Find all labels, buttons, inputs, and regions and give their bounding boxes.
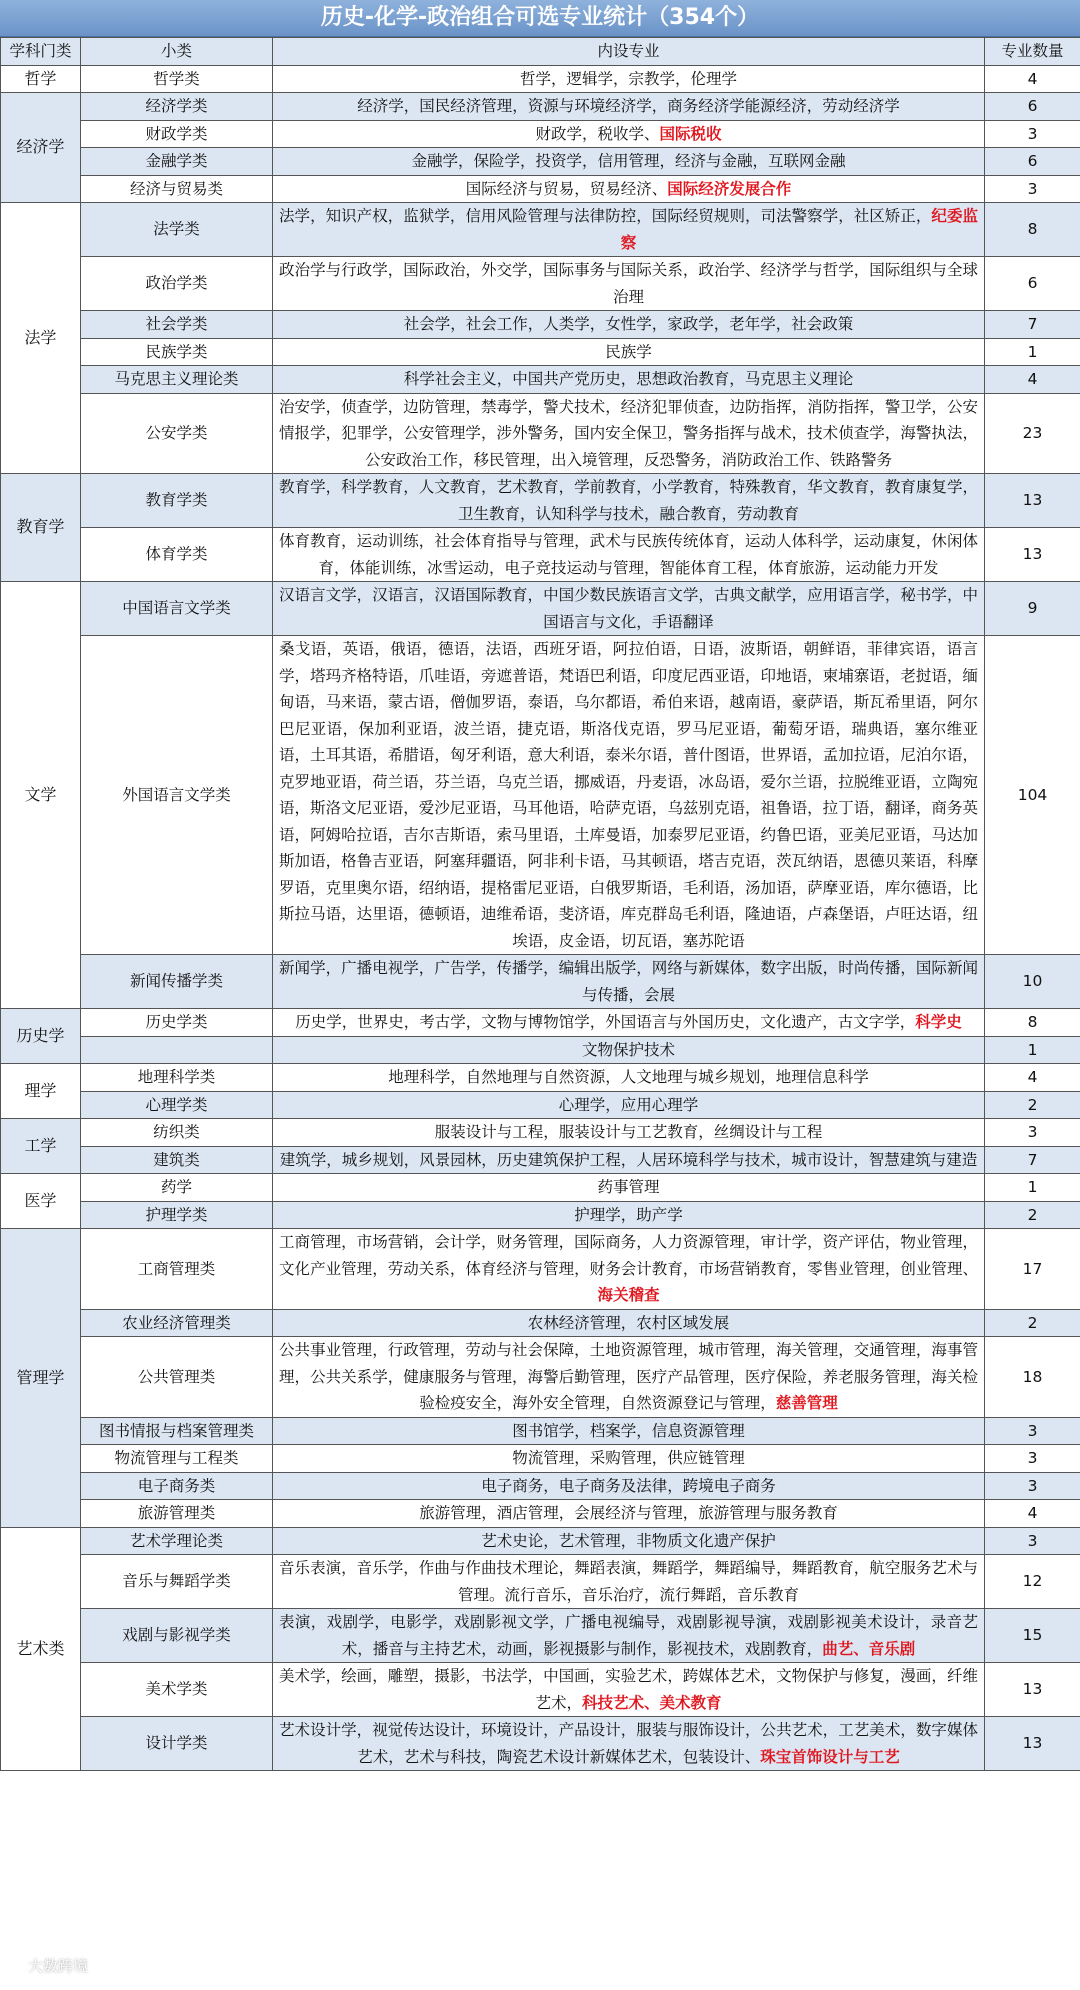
major-text: 图书馆学，档案学，信息资源管理 <box>512 1421 745 1440</box>
majors-cell <box>273 366 985 394</box>
subcategory-cell: 体育学类 <box>81 528 273 582</box>
table-row <box>1 1472 1080 1500</box>
category-cell: 文学 <box>1 582 81 1009</box>
major-text: 公共事业管理，行政管理，劳动与社会保障，土地资源管理，城市管理，海关管理，交通管理，海事管理，公共关系学，健康服务与管理，海警后勤管理，医疗产品管理，医疗保险，养老服务管理，海关检验检疫安全，海外安全管理，自然资源登记与管理， <box>279 1341 978 1412</box>
major-text: 社会学，社会工作，人类学，女性学，家政学，老年学，社会政策 <box>403 315 854 333</box>
major-text: 政治学与行政学，国际政治，外交学，国际事务与国际关系，政治学、经济学与哲学，国际组织与全球治理 <box>279 261 978 306</box>
table-row <box>1 636 1080 955</box>
table-row <box>1 582 1080 636</box>
category-cell: 管理学 <box>1 1229 81 1528</box>
table-row <box>1 1417 1080 1445</box>
majors-cell <box>273 1527 985 1555</box>
major-text: 心理学，应用心理学 <box>558 1095 699 1114</box>
highlighted-major: 科学史 <box>915 1013 962 1031</box>
majors-cell <box>273 1309 985 1337</box>
subcategory-cell: 设计学类 <box>81 1717 273 1771</box>
subcategory-cell: 物流管理与工程类 <box>81 1445 273 1473</box>
major-text: 体育教育，运动训练，社会体育指导与管理，武术与民族传统体育，运动人体科学，运动康复，休闲体育，体能训练，冰雪运动，电子竞技运动与管理，智能体育工程，体育旅游，运动能力开发 <box>279 532 978 577</box>
count-cell: 3 <box>985 175 1080 203</box>
subcategory-cell: 中国语言文学类 <box>81 582 273 636</box>
majors-cell <box>273 1229 985 1310</box>
major-text: 护理学，助产学 <box>574 1205 683 1224</box>
majors-cell <box>273 474 985 528</box>
subcategory-cell: 财政学类 <box>81 120 273 148</box>
major-text: 经济学，国民经济管理，资源与环境经济学，商务经济学能源经济，劳动经济学 <box>357 97 900 115</box>
subcategory-cell: 护理学类 <box>81 1201 273 1229</box>
majors-cell <box>273 203 985 257</box>
table-row <box>1 1527 1080 1555</box>
highlighted-major: 国际经济发展合作 <box>667 179 792 198</box>
majors-cell <box>273 528 985 582</box>
majors-cell <box>273 65 985 93</box>
subcategory-cell: 历史学类 <box>81 1009 273 1037</box>
subcategory-cell: 纺织类 <box>81 1119 273 1147</box>
table-header-row <box>1 38 1080 66</box>
subcategory-cell: 公共管理类 <box>81 1337 273 1418</box>
header-category: 学科门类 <box>1 38 81 66</box>
majors-cell <box>273 582 985 636</box>
count-cell: 3 <box>985 1119 1080 1147</box>
major-text: 国际经济与贸易，贸易经济、 <box>465 179 668 198</box>
subcategory-cell: 艺术学理论类 <box>81 1527 273 1555</box>
table-row <box>1 1500 1080 1528</box>
count-cell: 4 <box>985 1500 1080 1528</box>
majors-cell <box>273 311 985 339</box>
highlighted-major: 珠宝首饰设计与工艺 <box>760 1747 900 1766</box>
highlighted-major: 纪委监察 <box>620 207 978 252</box>
count-cell: 3 <box>985 1472 1080 1500</box>
table-row <box>1 528 1080 582</box>
table-row <box>1 1201 1080 1229</box>
major-text: 法学，知识产权，监狱学，信用风险管理与法律防控，国际经贸规则，司法警察学，社区矫正， <box>279 207 932 225</box>
table-body <box>1 65 1080 1771</box>
subcategory-cell: 社会学类 <box>81 311 273 339</box>
table-row <box>1 1717 1080 1771</box>
category-cell: 经济学 <box>1 93 81 203</box>
major-text: 民族学 <box>605 342 652 361</box>
table-row <box>1 65 1080 93</box>
count-cell: 7 <box>985 311 1080 339</box>
table-row <box>1 1555 1080 1609</box>
table-row <box>1 955 1080 1009</box>
majors-cell <box>273 1717 985 1771</box>
major-text: 美术学，绘画，雕塑，摄影，书法学，中国画，实验艺术，跨媒体艺术，文物保护与修复，漫画，纤维艺术， <box>279 1667 978 1712</box>
majors-cell <box>273 257 985 311</box>
major-text: 艺术设计学，视觉传达设计，环境设计，产品设计，服装与服饰设计，公共艺术，工艺美术，数字媒体艺术，艺术与科技，陶瓷艺术设计新媒体艺术，包装设计、 <box>279 1721 978 1766</box>
majors-cell <box>273 1445 985 1473</box>
majors-cell <box>273 393 985 474</box>
major-text: 科学社会主义，中国共产党历史，思想政治教育，马克思主义理论 <box>403 370 854 388</box>
major-text: 表演，戏剧学，电影学，戏剧影视文学，广播电视编导，戏剧影视导演，戏剧影视美术设计，录音艺术，播音与主持艺术，动画，影视摄影与制作，影视技术，戏剧教育， <box>279 1613 978 1658</box>
major-text: 财政学，税收学、 <box>535 124 660 143</box>
major-text: 服装设计与工程，服装设计与工艺教育，丝绸设计与工程 <box>434 1123 823 1141</box>
subcategory-cell: 建筑类 <box>81 1146 273 1174</box>
majors-cell <box>273 93 985 121</box>
highlighted-major: 曲艺、音乐剧 <box>822 1639 916 1658</box>
page-title: 历史-化学-政治组合可选专业统计（354个） <box>0 0 1080 37</box>
category-cell: 哲学 <box>1 65 81 93</box>
majors-cell <box>273 1472 985 1500</box>
table-row <box>1 1146 1080 1174</box>
table-row <box>1 1174 1080 1202</box>
table-row <box>1 1337 1080 1418</box>
count-cell: 1 <box>985 1174 1080 1202</box>
category-cell: 医学 <box>1 1174 81 1229</box>
count-cell: 2 <box>985 1309 1080 1337</box>
table-row <box>1 1009 1080 1037</box>
majors-cell <box>273 1091 985 1119</box>
count-cell: 3 <box>985 120 1080 148</box>
count-cell: 4 <box>985 366 1080 394</box>
subcategory-cell: 法学类 <box>81 203 273 257</box>
table-row <box>1 311 1080 339</box>
count-cell: 8 <box>985 203 1080 257</box>
major-text: 音乐表演，音乐学，作曲与作曲技术理论，舞蹈表演，舞蹈学，舞蹈编导，舞蹈教育，航空服务艺术与管理。流行音乐，音乐治疗，流行舞蹈，音乐教育 <box>279 1559 978 1604</box>
subcategory-cell: 美术学类 <box>81 1663 273 1717</box>
majors-cell <box>273 1663 985 1717</box>
table-row <box>1 120 1080 148</box>
count-cell: 23 <box>985 393 1080 474</box>
count-cell: 18 <box>985 1337 1080 1418</box>
count-cell: 12 <box>985 1555 1080 1609</box>
major-text: 艺术史论，艺术管理，非物质文化遗产保护 <box>481 1531 776 1550</box>
count-cell: 10 <box>985 955 1080 1009</box>
subcategory-cell: 药学 <box>81 1174 273 1202</box>
table-row <box>1 257 1080 311</box>
major-text: 药事管理 <box>597 1178 660 1196</box>
table-row <box>1 1309 1080 1337</box>
majors-cell <box>273 1609 985 1663</box>
subcategory-cell: 政治学类 <box>81 257 273 311</box>
subcategory-cell: 心理学类 <box>81 1091 273 1119</box>
count-cell: 7 <box>985 1146 1080 1174</box>
header-subcategory: 小类 <box>81 38 273 66</box>
table-row <box>1 1064 1080 1092</box>
majors-cell <box>273 1417 985 1445</box>
count-cell: 6 <box>985 257 1080 311</box>
subcategory-cell: 音乐与舞蹈学类 <box>81 1555 273 1609</box>
count-cell: 13 <box>985 528 1080 582</box>
category-cell: 艺术类 <box>1 1527 81 1771</box>
count-cell: 6 <box>985 148 1080 176</box>
major-text: 历史学，世界史，考古学，文物与博物馆学，外国语言与外国历史，文化遗产，古文字学， <box>295 1013 916 1031</box>
highlighted-major: 海关稽查 <box>597 1286 660 1304</box>
category-cell: 理学 <box>1 1064 81 1119</box>
count-cell: 3 <box>985 1445 1080 1473</box>
subcategory-cell: 旅游管理类 <box>81 1500 273 1528</box>
watermark-logo: 大数跨境 <box>28 1957 89 1975</box>
majors-cell <box>273 1337 985 1418</box>
highlighted-major: 国际税收 <box>659 124 722 143</box>
major-text: 新闻学，广播电视学，广告学，传播学，编辑出版学，网络与新媒体，数字出版，时尚传播，国际新闻与传播，会展 <box>279 959 978 1004</box>
subcategory-cell: 民族学类 <box>81 338 273 366</box>
count-cell: 15 <box>985 1609 1080 1663</box>
subcategory-cell <box>81 1036 273 1064</box>
count-cell: 3 <box>985 1527 1080 1555</box>
table-row <box>1 1229 1080 1310</box>
majors-cell <box>273 955 985 1009</box>
count-cell: 8 <box>985 1009 1080 1037</box>
majors-cell <box>273 636 985 955</box>
subcategory-cell: 哲学类 <box>81 65 273 93</box>
majors-cell <box>273 1146 985 1174</box>
highlighted-major: 科技艺术、美术教育 <box>582 1693 722 1712</box>
table-row <box>1 175 1080 203</box>
header-count: 专业数量 <box>985 38 1080 66</box>
subcategory-cell: 地理科学类 <box>81 1064 273 1092</box>
subcategory-cell: 农业经济管理类 <box>81 1309 273 1337</box>
table-row <box>1 1036 1080 1064</box>
majors-cell <box>273 175 985 203</box>
category-cell: 工学 <box>1 1119 81 1174</box>
subcategory-cell: 外国语言文学类 <box>81 636 273 955</box>
subcategory-cell: 公安学类 <box>81 393 273 474</box>
count-cell: 4 <box>985 65 1080 93</box>
count-cell: 1 <box>985 338 1080 366</box>
majors-cell <box>273 1174 985 1202</box>
subcategory-cell: 图书情报与档案管理类 <box>81 1417 273 1445</box>
table-row <box>1 1445 1080 1473</box>
majors-cell <box>273 338 985 366</box>
table-row <box>1 474 1080 528</box>
major-text: 教育学，科学教育，人文教育，艺术教育，学前教育，小学教育，特殊教育，华文教育，教育康复学，卫生教育，认知科学与技术，融合教育，劳动教育 <box>279 478 978 523</box>
major-text: 旅游管理，酒店管理，会展经济与管理，旅游管理与服务教育 <box>419 1504 838 1522</box>
subcategory-cell: 新闻传播学类 <box>81 955 273 1009</box>
majors-cell <box>273 120 985 148</box>
major-text: 汉语言文学，汉语言，汉语国际教育，中国少数民族语言文学，古典文献学，应用语言学，秘书学，中国语言与文化，手语翻译 <box>279 586 978 631</box>
category-cell: 历史学 <box>1 1009 81 1064</box>
subcategory-cell: 工商管理类 <box>81 1229 273 1310</box>
category-cell: 法学 <box>1 203 81 474</box>
major-text: 工商管理，市场营销，会计学，财务管理，国际商务，人力资源管理，审计学，资产评估，物业管理，文化产业管理，劳动关系，体育经济与管理，财务会计教育，市场营销教育，零售业管理，创业管理、 <box>279 1233 978 1278</box>
major-text: 治安学，侦查学，边防管理，禁毒学，警犬技术，经济犯罪侦查，边防指挥，消防指挥，警卫学，公安情报学，犯罪学，公安管理学，涉外警务，国内安全保卫，警务指挥与战术，技术侦查学，海警执法，公安政治工作，移民管理，出入境管理，反恐警务，消防政治工作、铁路警务 <box>279 397 978 469</box>
table-row <box>1 93 1080 121</box>
major-text: 物流管理，采购管理，供应链管理 <box>512 1449 745 1467</box>
count-cell: 4 <box>985 1064 1080 1092</box>
majors-cell <box>273 1555 985 1609</box>
count-cell: 13 <box>985 1663 1080 1717</box>
majors-cell <box>273 1009 985 1037</box>
table-row <box>1 1663 1080 1717</box>
subcategory-cell: 经济学类 <box>81 93 273 121</box>
header-majors: 内设专业 <box>273 38 985 66</box>
majors-cell <box>273 1036 985 1064</box>
table-row <box>1 203 1080 257</box>
subcategory-cell: 戏剧与影视学类 <box>81 1609 273 1663</box>
majors-cell <box>273 1201 985 1229</box>
major-text: 金融学，保险学，投资学，信用管理，经济与金融，互联网金融 <box>411 152 846 170</box>
table-row <box>1 1119 1080 1147</box>
highlighted-major: 慈善管理 <box>775 1394 838 1412</box>
majors-cell <box>273 148 985 176</box>
major-text: 哲学，逻辑学，宗教学，伦理学 <box>519 69 737 88</box>
table-row <box>1 1091 1080 1119</box>
major-text: 文物保护技术 <box>581 1040 675 1059</box>
count-cell: 2 <box>985 1091 1080 1119</box>
count-cell: 2 <box>985 1201 1080 1229</box>
count-cell: 13 <box>985 1717 1080 1771</box>
count-cell: 6 <box>985 93 1080 121</box>
subcategory-cell: 经济与贸易类 <box>81 175 273 203</box>
count-cell: 17 <box>985 1229 1080 1310</box>
major-text: 桑戈语，英语，俄语，德语，法语，西班牙语，阿拉伯语，日语，波斯语，朝鲜语，菲律宾语，语言学，塔玛齐格特语，爪哇语，旁遮普语，梵语巴利语，印度尼西亚语，印地语，柬埔寨语，老挝语，缅甸语，马来语，蒙古语，僧伽罗语，泰语，乌尔都语，希伯来语，越南语，豪萨语，斯瓦希里语，阿尔巴尼亚语，保加利亚语，波兰语，捷克语，斯洛伐克语，罗马尼亚语，葡萄牙语，瑞典语，塞尔维亚语，土耳其语，希腊语，匈牙利语，意大利语，泰米尔语，普什图语，世界语，孟加拉语，尼泊尔语，克罗地亚语，荷兰语，芬兰语，乌克兰语，挪威语，丹麦语，冰岛语，爱尔兰语，拉脱维亚语，立陶宛语，斯洛文尼亚语，爱沙尼亚语，马耳他语，哈萨克语，乌兹别克语，祖鲁语，拉丁语，翻译，商务英语，阿姆哈拉语，吉尔吉斯语，索马里语，土库曼语，加泰罗尼亚语，约鲁巴语，亚美尼亚语，马达加斯加语，格鲁吉亚语，阿塞拜疆语，阿非利卡语，马其顿语，塔吉克语，茨瓦纳语，恩德贝莱语，科摩罗语，克里奥尔语，绍纳语，提格雷尼亚语，白俄罗斯语，毛利语，汤加语，萨摩亚语，库尔德语，比斯拉马语，达里语，德顿语，迪维希语，斐济语，库克群岛毛利语，隆迪语，卢森堡语，卢旺达语，纽埃语，皮金语，切瓦语，塞苏陀语 <box>279 640 978 950</box>
table-row <box>1 148 1080 176</box>
count-cell: 1 <box>985 1036 1080 1064</box>
subcategory-cell: 马克思主义理论类 <box>81 366 273 394</box>
table-row <box>1 366 1080 394</box>
count-cell: 104 <box>985 636 1080 955</box>
majors-cell <box>273 1500 985 1528</box>
majors-cell <box>273 1064 985 1092</box>
subcategory-cell: 金融学类 <box>81 148 273 176</box>
subcategory-cell: 教育学类 <box>81 474 273 528</box>
majors-table <box>0 37 1080 1771</box>
major-text: 地理科学，自然地理与自然资源，人文地理与城乡规划，地理信息科学 <box>388 1068 869 1086</box>
table-row <box>1 1609 1080 1663</box>
majors-cell <box>273 1119 985 1147</box>
major-text: 电子商务，电子商务及法律，跨境电子商务 <box>481 1476 776 1495</box>
count-cell: 13 <box>985 474 1080 528</box>
count-cell: 9 <box>985 582 1080 636</box>
major-text: 建筑学，城乡规划，风景园林，历史建筑保护工程，人居环境科学与技术，城市设计，智慧建筑与建造 <box>279 1150 978 1169</box>
category-cell: 教育学 <box>1 474 81 582</box>
count-cell: 3 <box>985 1417 1080 1445</box>
major-text: 农林经济管理，农村区域发展 <box>527 1313 730 1332</box>
table-row <box>1 393 1080 474</box>
subcategory-cell: 电子商务类 <box>81 1472 273 1500</box>
table-row <box>1 338 1080 366</box>
